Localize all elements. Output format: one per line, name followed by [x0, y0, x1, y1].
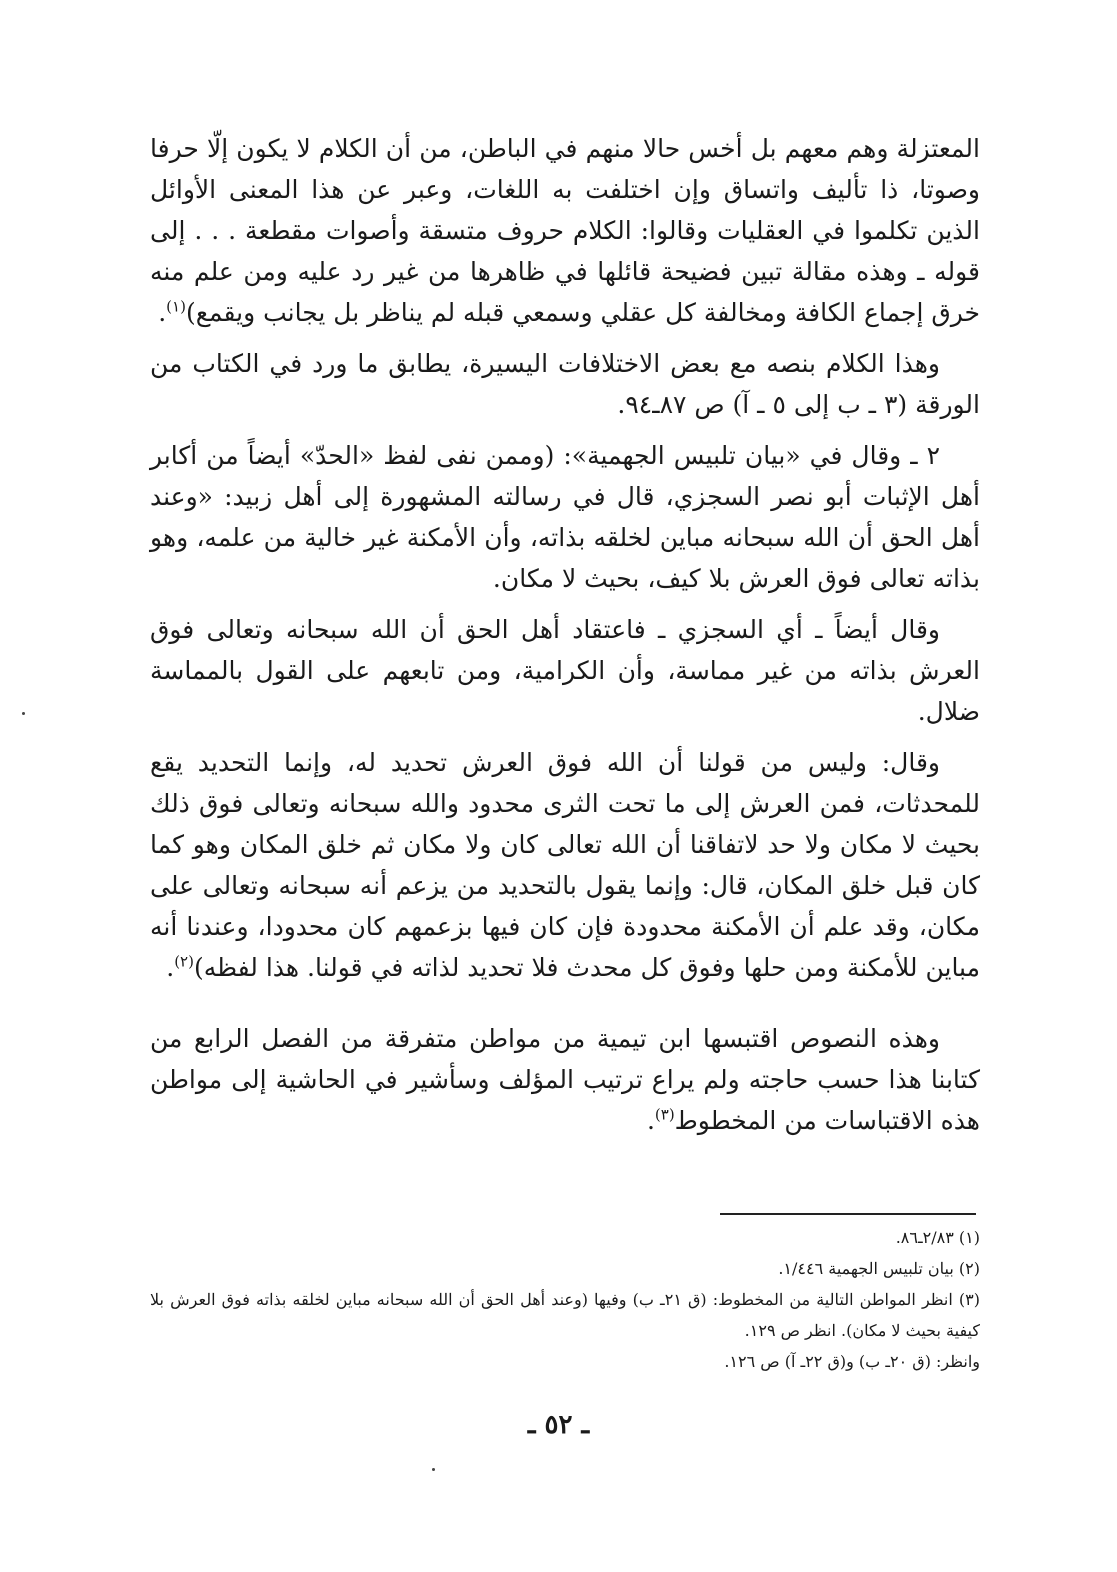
footnote-ref-2[interactable]: (٢): [174, 952, 194, 971]
scan-speck: [22, 712, 25, 715]
footnote-2: (٢) بيان تلبيس الجهمية ١/٤٤٦.: [778, 1259, 980, 1278]
footnotes: [150, 1222, 980, 1377]
main-text: [150, 128, 980, 1151]
scan-speck: [432, 1468, 435, 1471]
paragraph-6: وهذه النصوص اقتبسها ابن تيمية من مواطن متفرقة من الفصل الرابع من كتابنا هذا حسب حاجته ولم يراع ترتيب المؤلف وسأشير في الحاشية إلى مواطن هذه الاقتباسات من المخطوط$^{(٣)}$.: [150, 1024, 980, 1135]
footnote-ref-3[interactable]: (٣): [654, 1105, 675, 1124]
footnote-divider: [720, 1213, 976, 1215]
footnote-3: (٣) انظر المواطن التالية من المخطوط: (ق ٢١ـ ب) وفيها (وعند أهل الحق أن الله سبحانه مباين لخلقه بذاته فوق العرش بلا كيفية بحيث لا مكان). انظر ص ١٢٩.: [150, 1290, 980, 1340]
page-number: ـ ٥٢ ـ: [527, 1410, 590, 1440]
paragraph-5: وقال: وليس من قولنا أن الله فوق العرش تحديد له، وإنما التحديد يقع للمحدثات، فمن العرش إلى ما تحت الثرى محدود والله سبحانه وتعالى فوق ذلك بحيث لا مكان ولا حد لاتفاقنا أن الله تعالى كان ولا مكان ثم خلق المكان وهو كما كان قبل خلق المكان، قال: وإنما يقول بالتحديد من يزعم أنه سبحانه وتعالى على مكان، وقد علم أن الأمكنة محدودة فإن كان فيها بزعمهم كان محدودا، وعندنا أنه مباين للأمكنة ومن حلها وفوق كل محدث فلا تحديد لذاته في قولنا. هذا لفظه)$^{(٢)}$.: [150, 748, 980, 982]
paragraph-1: المعتزلة وهم معهم بل أخس حالا منهم في الباطن، من أن الكلام لا يكون إلّا حرفا وصوتا، ذا تأليف واتساق وإن اختلفت به اللغات، وعبر عن هذا المعنى الأوائل الذين تكلموا في العقليات وقالوا: الكلام حروف متسقة وأصوات مقطعة . . . إلى قوله ـ وهذه مقالة تبين فضيحة قائلها في ظاهرها من غير رد عليه ومن علم منه خرق إجماع الكافة ومخالفة كل عقلي وسمعي قبله لم يناظر بل يجانب ويقمع)$^{(١)}$.: [150, 134, 980, 327]
footnote-ref-1[interactable]: (١): [166, 297, 186, 316]
paragraph-4: وقال أيضاً ـ أي السجزي ـ فاعتقاد أهل الحق أن الله سبحانه وتعالى فوق العرش بذاته من غير مماسة، وأن الكرامية، ومن تابعهم على القول بالمماسة ضلال.: [150, 615, 980, 726]
footnote-1: (١) ٢/٨٣ـ٨٦.: [895, 1228, 980, 1247]
paragraph-3: ٢ ـ وقال في «بيان تلبيس الجهمية»: (وممن نفى لفظ «الحدّ» أيضاً من أكابر أهل الإثبات أبو نصر السجزي، قال في رسالته المشهورة إلى أهل زبيد: «وعند أهل الحق أن الله سبحانه مباين لخلقه بذاته، وأن الأمكنة غير خالية من علمه، وهو بذاته تعالى فوق العرش بلا كيف، بحيث لا مكان.: [150, 441, 980, 593]
paragraph-2: وهذا الكلام بنصه مع بعض الاختلافات اليسيرة، يطابق ما ورد في الكتاب من الورقة (٣ ـ ب إلى ٥ ـ آ) ص ٨٧ـ٩٤.: [150, 349, 980, 419]
footnote-3-continued: وانظر: (ق ٢٠ـ ب) و(ق ٢٢ـ آ) ص ١٢٦.: [724, 1352, 980, 1371]
